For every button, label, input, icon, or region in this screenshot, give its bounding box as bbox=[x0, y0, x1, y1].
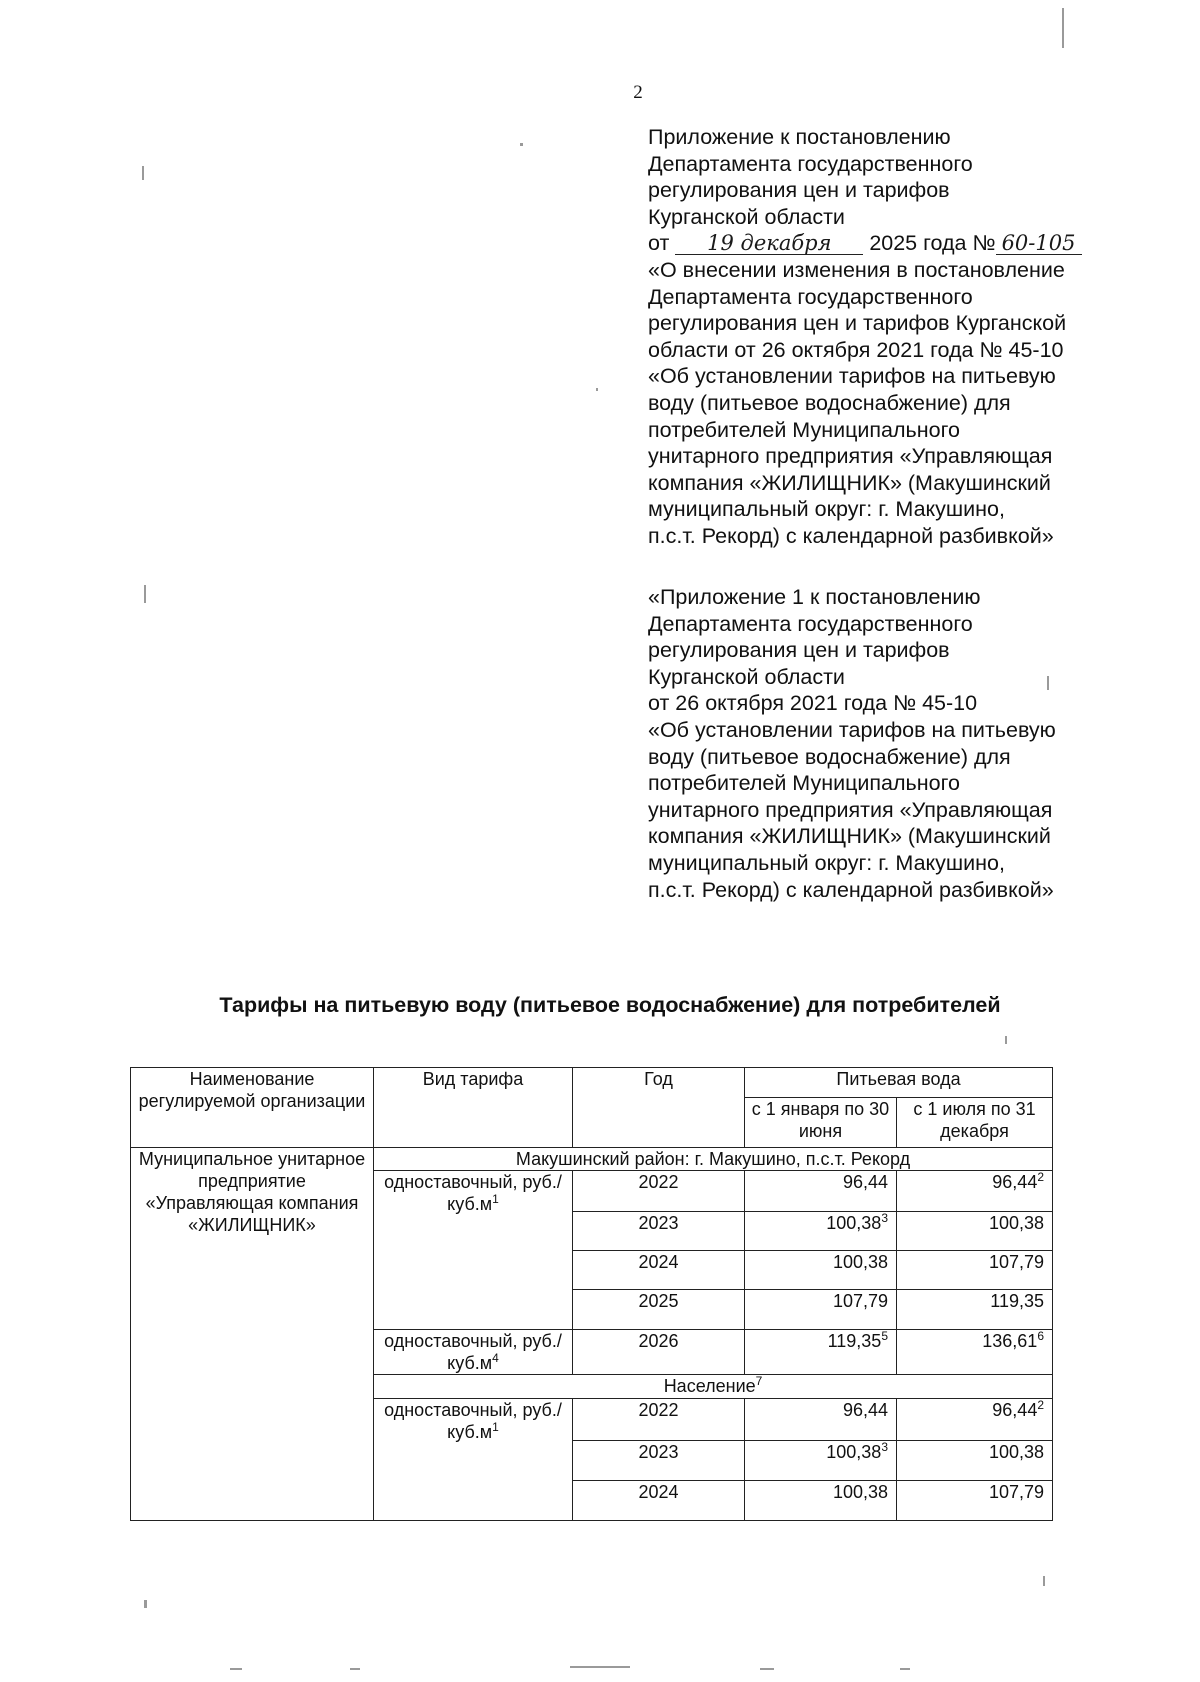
scan-speck bbox=[144, 585, 146, 603]
footnote-mark: 4 bbox=[492, 1351, 499, 1365]
tariff-value-h2 bbox=[897, 1441, 1053, 1481]
footnote-mark: 1 bbox=[492, 1192, 499, 1206]
value: 100,38 bbox=[826, 1213, 882, 1233]
tariff-value-h1 bbox=[745, 1330, 897, 1375]
tariff-value-h2 bbox=[897, 1212, 1053, 1251]
tariff-value-h2 bbox=[897, 1399, 1053, 1441]
footnote-mark: 7 bbox=[755, 1374, 763, 1388]
year-cell: 2023 bbox=[573, 1441, 745, 1481]
appendix-original-line: п.с.т. Рекорд) с календарной разбивкой» bbox=[648, 877, 1054, 902]
organization-cell: Муниципальное унитарное предприятие «Управляющая компания «ЖИЛИЩНИК» bbox=[131, 1148, 374, 1521]
scan-speck bbox=[1062, 8, 1064, 48]
appendix-line: Курганской области bbox=[648, 204, 845, 229]
value: 100,38 bbox=[988, 1442, 1045, 1462]
footnote-mark: 6 bbox=[1037, 1329, 1045, 1343]
appendix-subject-line: регулирования цен и тарифов Курганской bbox=[648, 311, 1067, 336]
appendix-original-line: компания «ЖИЛИЩНИК» (Макушинский bbox=[648, 824, 1051, 849]
appendix-subject-line: «О внесении изменения в постановление bbox=[648, 257, 1065, 282]
value: 100,38 bbox=[826, 1442, 882, 1462]
appendix-line: Приложение к постановлению bbox=[648, 125, 951, 149]
handwritten-number: 60-105 bbox=[996, 232, 1082, 255]
appendix-subject-line: муниципальный округ: г. Макушино, bbox=[648, 497, 1005, 522]
value: 96,44 bbox=[842, 1172, 888, 1192]
year-cell: 2024 bbox=[573, 1481, 745, 1521]
tariff-table bbox=[130, 1067, 1053, 1521]
value: 107,79 bbox=[988, 1252, 1045, 1272]
date-prefix: от bbox=[648, 231, 670, 256]
scan-speck bbox=[900, 1668, 910, 1670]
header-tariff-type: Вид тарифа bbox=[374, 1068, 573, 1148]
appendix-subject-line: унитарного предприятия «Управляющая bbox=[648, 444, 1053, 469]
tariff-value-h1 bbox=[745, 1481, 897, 1521]
header-period-2: с 1 июля по 31 декабря bbox=[897, 1098, 1053, 1148]
appendix-original-line: Департамента государственного bbox=[648, 611, 973, 636]
scan-speck bbox=[230, 1668, 242, 1670]
handwritten-date: 19 декабря bbox=[675, 232, 863, 255]
appendix-original-line: от 26 октября 2021 года № 45-10 bbox=[648, 691, 978, 716]
appendix-original-line: унитарного предприятия «Управляющая bbox=[648, 797, 1053, 822]
appendix-date-line bbox=[648, 230, 1118, 257]
scan-speck bbox=[1047, 676, 1049, 690]
value: 107,79 bbox=[988, 1482, 1045, 1502]
appendix-original-line: воду (питьевое водоснабжение) для bbox=[648, 744, 1011, 769]
appendix-original-line: муниципальный округ: г. Макушино, bbox=[648, 850, 1005, 875]
tariff-value-h2 bbox=[897, 1481, 1053, 1521]
header-water: Питьевая вода bbox=[745, 1068, 1053, 1098]
scan-speck bbox=[520, 143, 523, 146]
value: 136,61 bbox=[982, 1331, 1038, 1351]
tariff-value-h1 bbox=[745, 1399, 897, 1441]
value: 100,38 bbox=[832, 1482, 888, 1502]
appendix-subject-line: п.с.т. Рекорд) с календарной разбивкой» bbox=[648, 523, 1054, 548]
scan-speck bbox=[142, 166, 144, 180]
year-cell: 2023 bbox=[573, 1212, 745, 1251]
tariff-value-h1 bbox=[745, 1251, 897, 1290]
appendix-original-line: Курганской области bbox=[648, 664, 845, 689]
section-title-text: Население bbox=[663, 1376, 756, 1396]
tariff-type-cell bbox=[374, 1171, 573, 1330]
appendix-subject-line: компания «ЖИЛИЩНИК» (Макушинский bbox=[648, 470, 1051, 495]
year-cell: 2022 bbox=[573, 1399, 745, 1441]
appendix-original-line: регулирования цен и тарифов bbox=[648, 638, 950, 663]
appendix-original bbox=[648, 584, 1118, 903]
value: 96,44 bbox=[992, 1172, 1038, 1192]
appendix-line: регулирования цен и тарифов bbox=[648, 178, 950, 203]
tariff-label: одноставочный, руб./куб.м bbox=[384, 1400, 562, 1442]
tariff-type-cell bbox=[374, 1330, 573, 1375]
footnote-mark: 2 bbox=[1037, 1170, 1045, 1184]
footnote-mark: 5 bbox=[881, 1329, 888, 1343]
section-title: Макушинский район: г. Макушино, п.с.т. Рекорд bbox=[374, 1148, 1053, 1171]
appendix-subject-line: потребителей Муниципального bbox=[648, 417, 960, 442]
section-title bbox=[374, 1375, 1053, 1399]
scan-speck bbox=[1005, 1036, 1007, 1044]
footnote-mark: 1 bbox=[492, 1420, 499, 1434]
scan-speck bbox=[760, 1668, 774, 1670]
appendix-subject-line: Департамента государственного bbox=[648, 284, 973, 309]
value: 119,35 bbox=[990, 1291, 1045, 1311]
year-cell: 2025 bbox=[573, 1290, 745, 1330]
value: 96,44 bbox=[842, 1400, 888, 1420]
value: 96,44 bbox=[992, 1400, 1038, 1420]
value: 100,38 bbox=[832, 1252, 888, 1272]
appendix-subject-line: «Об установлении тарифов на питьевую bbox=[648, 364, 1056, 389]
appendix-subject-line: области от 26 октября 2021 года № 45-10 bbox=[648, 337, 1064, 362]
header-year: Год bbox=[573, 1068, 745, 1148]
value: 107,79 bbox=[832, 1291, 888, 1311]
appendix-line: Департамента государственного bbox=[648, 151, 973, 176]
tariff-value-h1 bbox=[745, 1290, 897, 1330]
table-header-row bbox=[131, 1068, 1053, 1098]
tariff-value-h2 bbox=[897, 1290, 1053, 1330]
footnote-mark: 3 bbox=[881, 1211, 888, 1225]
header-period-1: с 1 января по 30 июня bbox=[745, 1098, 897, 1148]
page-number: 2 bbox=[633, 82, 643, 103]
scan-speck bbox=[350, 1668, 360, 1670]
tariff-value-h1 bbox=[745, 1212, 897, 1251]
tariff-value-h1 bbox=[745, 1441, 897, 1481]
date-suffix: 2025 года № bbox=[869, 231, 996, 256]
scan-speck bbox=[596, 388, 598, 391]
year-cell: 2022 bbox=[573, 1171, 745, 1212]
appendix-original-line: потребителей Муниципального bbox=[648, 771, 960, 796]
tariff-type-cell bbox=[374, 1399, 573, 1521]
footnote-mark: 2 bbox=[1037, 1398, 1045, 1412]
tariff-value-h2 bbox=[897, 1171, 1053, 1212]
tariff-label: одноставочный, руб./куб.м bbox=[384, 1172, 562, 1214]
year-cell: 2024 bbox=[573, 1251, 745, 1290]
value: 119,35 bbox=[827, 1331, 882, 1351]
tariff-value-h1 bbox=[745, 1171, 897, 1212]
appendix-subject-line: воду (питьевое водоснабжение) для bbox=[648, 390, 1011, 415]
scan-speck bbox=[570, 1666, 630, 1668]
value: 100,38 bbox=[988, 1213, 1045, 1233]
appendix-original-line: «Приложение 1 к постановлению bbox=[648, 585, 981, 609]
scan-speck bbox=[1043, 1576, 1045, 1586]
tariff-value-h2 bbox=[897, 1251, 1053, 1290]
section-row bbox=[131, 1148, 1053, 1171]
appendix-original-line: «Об установлении тарифов на питьевую bbox=[648, 717, 1056, 742]
tariff-value-h2 bbox=[897, 1330, 1053, 1375]
footnote-mark: 3 bbox=[881, 1440, 888, 1454]
appendix-header bbox=[648, 124, 1118, 550]
year-cell: 2026 bbox=[573, 1330, 745, 1375]
document-title: Тарифы на питьевую воду (питьевое водоснабжение) для потребителей bbox=[219, 993, 1001, 1017]
tariff-label: одноставочный, руб./куб.м bbox=[384, 1331, 562, 1373]
header-organization: Наименование регулируемой организации bbox=[131, 1068, 374, 1148]
scan-speck bbox=[144, 1600, 147, 1608]
